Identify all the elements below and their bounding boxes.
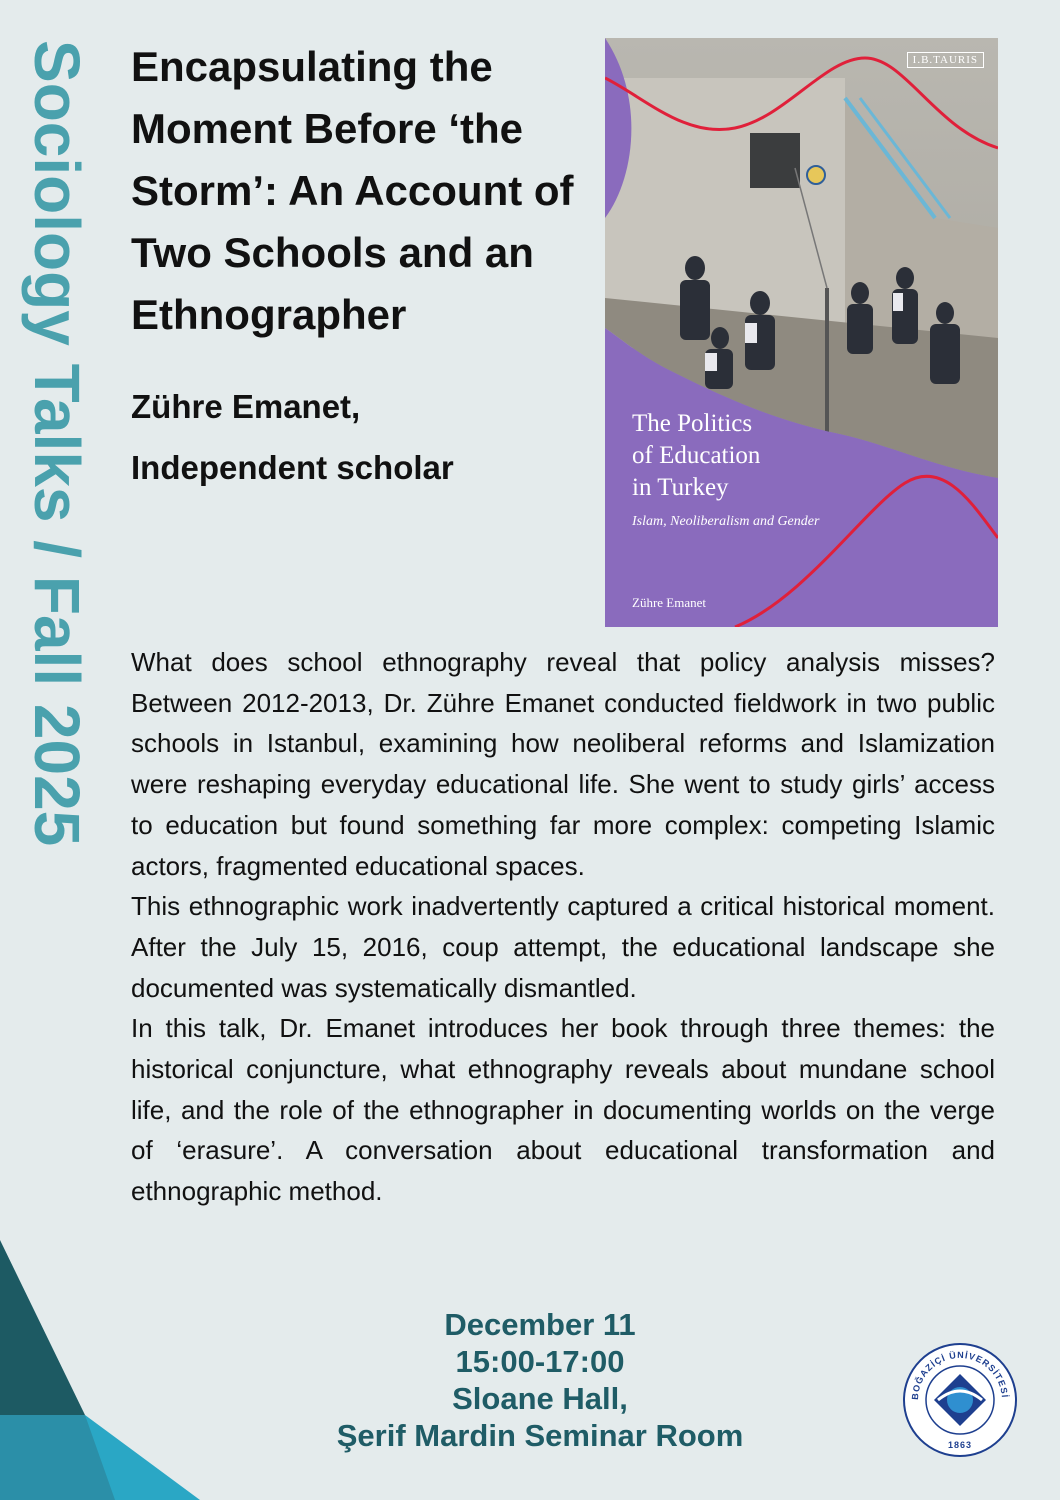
university-logo xyxy=(900,1340,1020,1460)
event-room: Şerif Mardin Seminar Room xyxy=(336,1418,744,1453)
book-cover xyxy=(605,38,998,627)
publisher-logo: I.B.TAURIS xyxy=(907,52,984,68)
book-cover-photo xyxy=(605,38,998,627)
book-title-line: in Turkey xyxy=(632,474,729,501)
description-paragraph: This ethnographic work inadvertently captured a critical historical moment. After the July 15, 2016, coup attempt, the educational landscape she documented was systematically dismantled. xyxy=(131,891,995,1003)
book-subtitle: Islam, Neoliberalism and Gender xyxy=(632,514,820,529)
university-year: 1863 xyxy=(947,1440,973,1450)
university-name: BOĞAZİÇİ ÜNİVERSİTESİ xyxy=(909,1349,1010,1401)
corner-decoration xyxy=(0,1240,200,1500)
description-paragraph: In this talk, Dr. Emanet introduces her book through three themes: the historical conjuncture, what ethnography reveals about mundane school life, and the role of the ethnographer in documenting worlds on the verge of ‘erasure’. A conversation about educational transformation and ethnographic method. xyxy=(131,1013,995,1207)
event-venue: Sloane Hall, xyxy=(452,1381,628,1416)
event-time: 15:00-17:00 xyxy=(455,1344,625,1379)
talk-description xyxy=(131,642,995,1212)
book-author: Zühre Emanet xyxy=(632,595,706,610)
event-details xyxy=(200,1306,880,1454)
event-date: December 11 xyxy=(444,1307,636,1342)
series-title: Sociology Talks / Fall 2025 xyxy=(21,40,93,847)
speaker-info xyxy=(131,376,581,498)
book-title-line: The Politics xyxy=(632,410,753,437)
talk-title: Encapsulating the Moment Before ‘the Storm’: An Account of Two Schools and an Ethnographer xyxy=(131,43,574,338)
book-title-line: of Education xyxy=(632,442,761,469)
book-title xyxy=(632,408,872,504)
speaker-name: Zühre Emanet, xyxy=(131,388,361,425)
speaker-affiliation: Independent scholar xyxy=(131,449,454,486)
description-paragraph: What does school ethnography reveal that policy analysis misses? Between 2012-2013, Dr. Zühre Emanet conducted fieldwork in two public schools in Istanbul, examining how neoliberal reforms and Islamization were reshaping everyday educational life. She went to study girls’ access to education but found something far more complex: competing Islamic actors, fragmented educational spaces. xyxy=(131,647,995,881)
